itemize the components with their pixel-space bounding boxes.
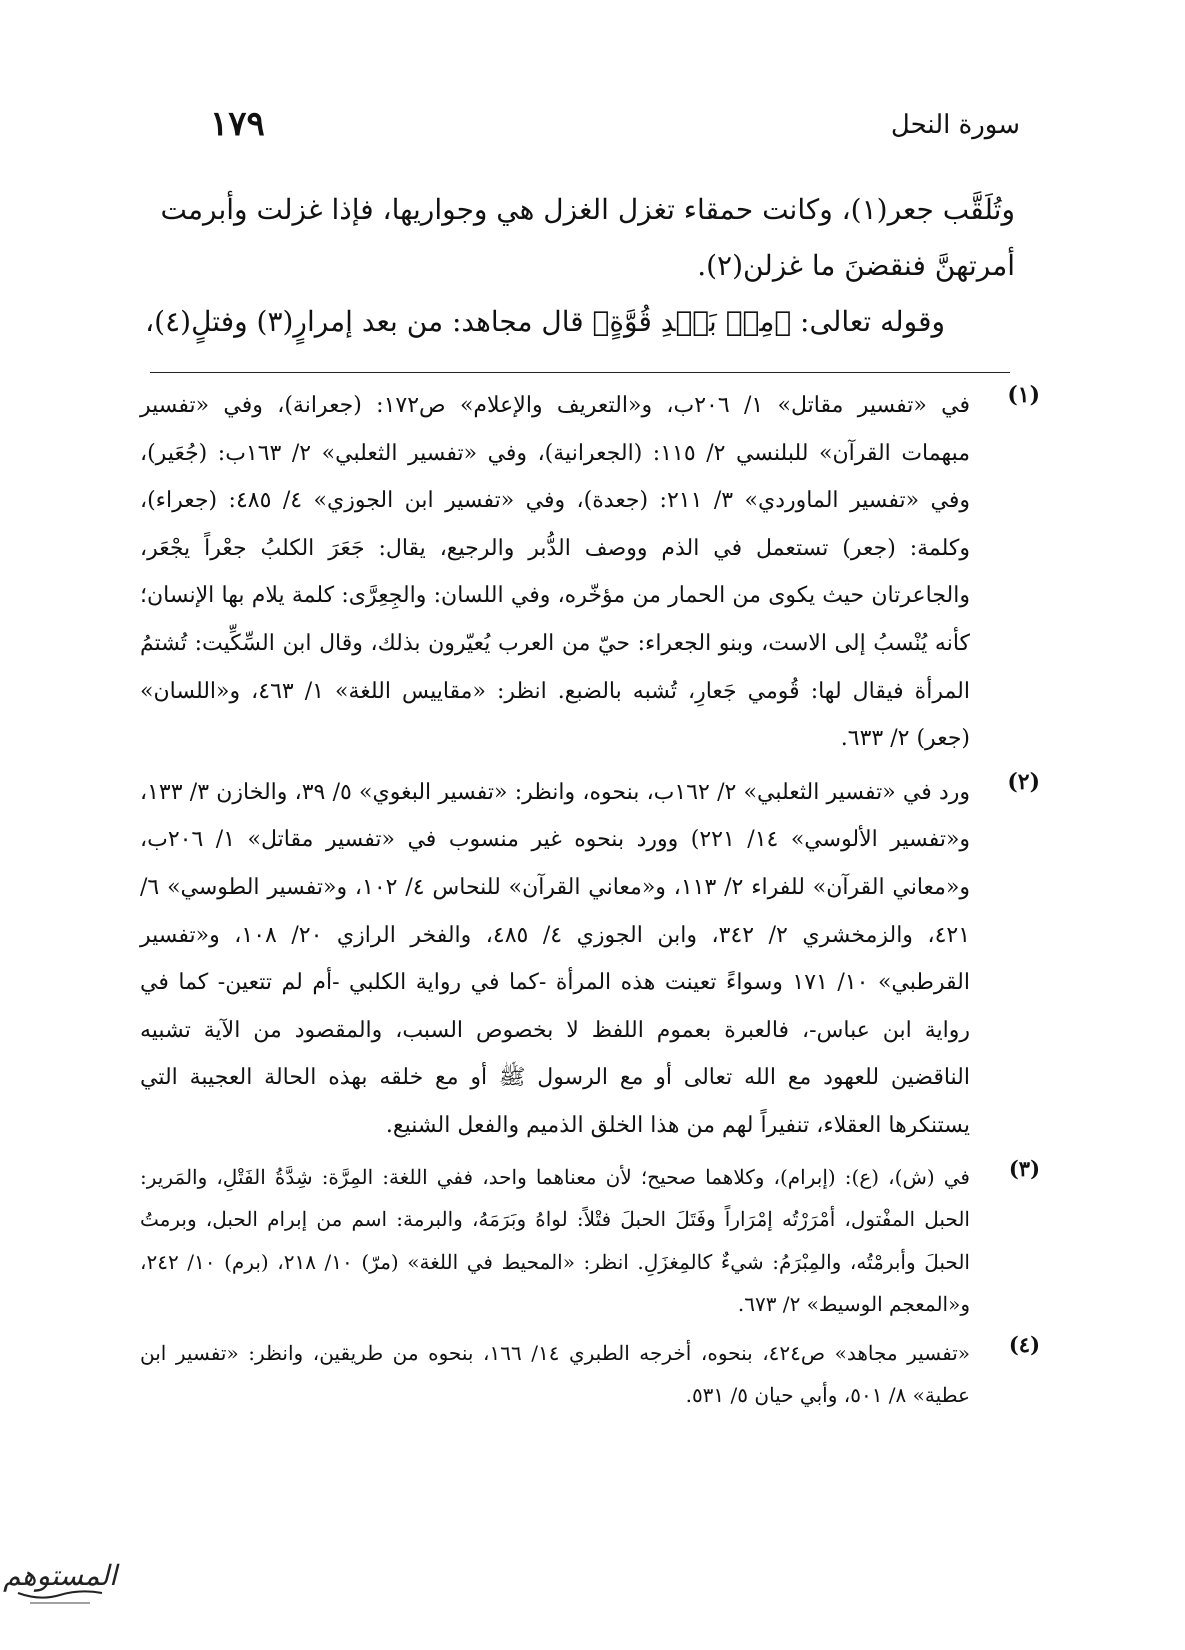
footnote-number: (٤) (1008, 1331, 1040, 1357)
footnotes (140, 382, 1040, 1423)
surah-title: سورة النحل (890, 110, 1020, 140)
footnote-number: (١) (1007, 382, 1040, 408)
main-text-line-2: أمرتهنَّ فنقضنَ ما غزلن(٢). (697, 249, 1015, 282)
footnote-item (140, 1332, 1040, 1417)
footnote-text: ورد في «تفسير الثعلبي» ٢/ ١٦٢ب، بنحوه، وانظر: «تفسير البغوي» ٥/ ٣٩، والخازن ٣/ ١٣٣، و«تفسير الألوسي» ١٤/ ٢٢١) وورد بنحوه غير منسوب في «تفسير مقاتل» ١/ ٢٠٦ب، و«معاني القرآن» للفراء ٢/ ١١٣، و«معاني القرآن» للنحاس ٤/ ١٠٢، و«تفسير الطوسي» ٦/ ٤٢١، والزمخشري ٢/ ٣٤٢، وابن الجوزي ٤/ ٤٨٥، والفخر الرازي ٢٠/ ١٠٨، و«تفسير القرطبي» ١٠/ ١٧١ وسواءً تعينت هذه المرأة -كما في رواية الكلبي -أم لم تتعين- كما في رواية ابن عباس-، فالعبرة بعموم اللفظ لا بخصوص السبب، والمقصود من الآية تشبيه الناقضين للعهود مع الله تعالى أو مع الرسول ﷺ أو مع خلقه بهذه الحالة العجيبة التي يستنكرها العقلاء، تنفيراً لهم من هذا الخلق الذميم والفعل الشنيع. (140, 779, 971, 1138)
footnote-number: (٣) (1008, 1155, 1040, 1181)
main-text (140, 182, 1015, 350)
footnote-item (140, 769, 1040, 1150)
footnote-text: في «تفسير مقاتل» ١/ ٢٠٦ب، و«التعريف والإعلام» ص١٧٢: (جعرانة)، وفي «تفسير مبهمات القرآن» للبلنسي ٢/ ١١٥: (الجعرانية)، وفي «تفسير الثعلبي» ٢/ ١٦٣ب: (جُعَير)، وفي «تفسير الماوردي» ٣/ ٢١١: (جعدة)، وفي «تفسير ابن الجوزي» ٤/ ٤٨٥: (جعراء)، وكلمة: (جعر) تستعمل في الذم ووصف الدُّبر والرجيع، يقال: جَعَرَ الكلبُ جعْراً يجْعَر، والجاعرتان حيث يكوى من الحمار من مؤخّره، وفي اللسان: والجِعِرَّى: كلمة يلام بها الإنسان؛ كأنه يُنْسبُ إلى الاست، وبنو الجعراء: حيّ من العرب يُعيّرون بذلك، وقال ابن السِّكِّيت: تُشتمُ المرأة فيقال لها: قُومي جَعارِ، تُشبه بالضبع. انظر: «مقاييس اللغة» ١/ ٤٦٣، و«اللسان» (جعر) ٢/ ٦٣٣. (140, 393, 971, 752)
footnote-text: «تفسير مجاهد» ص٤٢٤، بنحوه، أخرجه الطبري ١٤/ ١٦٦، بنحوه من طريقين، وانظر: «تفسير ابن عطية» ٨/ ٥٠١، وأبي حيان ٥/ ٥٣١. (140, 1340, 970, 1407)
page-number: ١٧٩ (210, 104, 265, 144)
watermark-text: المستوهم (3, 1559, 117, 1592)
main-text-line-1: وتُلَقَّب جعر(١)، وكانت حمقاء تغزل الغزل هي وجواريها، فإذا غزلت وأبرمت (160, 193, 1015, 226)
footnote-text: في (ش)، (ع): (إبرام)، وكلاهما صحيح؛ لأن معناهما واحد، ففي اللغة: المِرَّة: شِدَّةُ الفَتْلِ، والمَرير: الحبل المفْتول، أمْرَرْتُه إمْرَاراً وفَتَلَ الحبلَ فتْلاً: لواهُ وبَرَمَهُ، والبرمة: اسم من إبرام الحبل، وبرمتُ الحبلَ وأبرمْتُه، والمِبْرَمُ: شيءٌ كالمِغزَلِ. انظر: «المحيط في اللغة» (مرّ) ١٠/ ٢١٨، (برم) ١٠/ ٢٤٢، و«المعجم الوسيط» ٢/ ٦٧٣. (140, 1164, 970, 1316)
footnote-item (140, 1156, 1040, 1326)
watermark-logo (3, 1543, 117, 1623)
page-header (200, 104, 1020, 148)
footnote-number: (٢) (1007, 768, 1040, 795)
footnote-item (140, 382, 1040, 763)
footnote-separator (150, 372, 1010, 373)
main-text-line-3: وقوله تعالى: ﴿مِنۢ بَعۡدِ قُوَّةٍ﴾ قال مجاهد: من بعد إمرارٍ(٣) وفتلٍ(٤)، (145, 305, 945, 338)
